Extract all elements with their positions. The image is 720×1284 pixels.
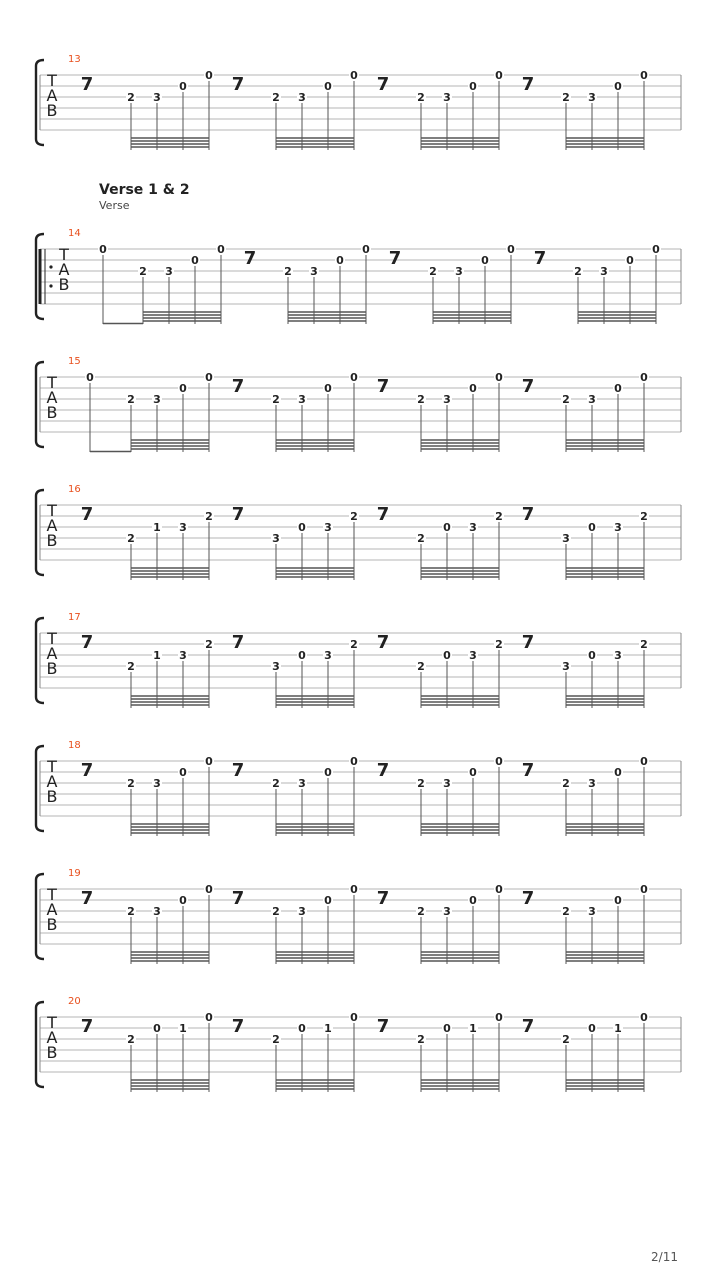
eighth-rest: 7 <box>521 504 535 525</box>
fret-number: 1 <box>324 1022 332 1035</box>
fret-number: 0 <box>481 254 489 267</box>
tab-clef-letter: T <box>59 245 69 264</box>
eighth-rest: 7 <box>376 376 390 397</box>
fret-number: 2 <box>417 1033 425 1046</box>
fret-number: 3 <box>153 777 161 790</box>
eighth-rest: 7 <box>521 888 535 909</box>
fret-number: 2 <box>350 510 358 523</box>
fret-number: 1 <box>469 1022 477 1035</box>
fret-number: 2 <box>417 393 425 406</box>
eighth-rest: 7 <box>231 376 245 397</box>
fret-number: 3 <box>153 905 161 918</box>
bar-number: 15 <box>68 356 81 367</box>
eighth-rest: 7 <box>376 632 390 653</box>
eighth-rest: 7 <box>388 248 402 269</box>
tab-clef-letter: A <box>46 1028 58 1047</box>
fret-number: 0 <box>640 883 648 896</box>
fret-number: 0 <box>205 1011 213 1024</box>
fret-number: 0 <box>298 521 306 534</box>
fret-number: 0 <box>205 371 213 384</box>
fret-number: 1 <box>614 1022 622 1035</box>
fret-number: 2 <box>205 638 213 651</box>
fret-number: 0 <box>495 883 503 896</box>
fret-number: 0 <box>298 649 306 662</box>
fret-number: 3 <box>272 532 280 545</box>
fret-number: 0 <box>217 243 225 256</box>
fret-number: 2 <box>127 532 135 545</box>
section-subtitle: Verse <box>99 199 130 212</box>
tab-clef-letter: A <box>58 260 70 279</box>
tab-clef-letter: B <box>46 101 58 120</box>
fret-number: 3 <box>179 649 187 662</box>
eighth-rest: 7 <box>376 504 390 525</box>
fret-number: 0 <box>614 766 622 779</box>
fret-number: 0 <box>495 755 503 768</box>
fret-number: 3 <box>562 660 570 673</box>
eighth-rest: 7 <box>376 1016 390 1037</box>
fret-number: 3 <box>272 660 280 673</box>
fret-number: 3 <box>153 91 161 104</box>
eighth-rest: 7 <box>231 504 245 525</box>
eighth-rest: 7 <box>376 888 390 909</box>
eighth-rest: 7 <box>521 760 535 781</box>
fret-number: 2 <box>640 510 648 523</box>
fret-number: 0 <box>614 894 622 907</box>
fret-number: 0 <box>469 80 477 93</box>
tab-clef-letter: T <box>47 501 57 520</box>
eighth-rest: 7 <box>376 760 390 781</box>
fret-number: 0 <box>191 254 199 267</box>
tab-clef-letter: T <box>47 71 57 90</box>
fret-number: 0 <box>179 766 187 779</box>
fret-number: 3 <box>588 393 596 406</box>
fret-number: 2 <box>417 777 425 790</box>
fret-number: 0 <box>588 1022 596 1035</box>
eighth-rest: 7 <box>80 760 94 781</box>
repeat-dot <box>49 265 52 268</box>
fret-number: 2 <box>562 1033 570 1046</box>
fret-number: 0 <box>350 755 358 768</box>
fret-number: 2 <box>272 393 280 406</box>
tab-clef-letter: B <box>46 1043 58 1062</box>
fret-number: 3 <box>614 521 622 534</box>
fret-number: 0 <box>640 755 648 768</box>
fret-number: 3 <box>298 777 306 790</box>
fret-number: 0 <box>626 254 634 267</box>
fret-number: 0 <box>443 521 451 534</box>
fret-number: 0 <box>86 371 94 384</box>
bar-number: 18 <box>68 740 81 751</box>
fret-number: 3 <box>614 649 622 662</box>
fret-number: 0 <box>350 371 358 384</box>
fret-number: 2 <box>574 265 582 278</box>
eighth-rest: 7 <box>231 760 245 781</box>
eighth-rest: 7 <box>231 1016 245 1037</box>
fret-number: 3 <box>324 649 332 662</box>
eighth-rest: 7 <box>533 248 547 269</box>
fret-number: 2 <box>562 905 570 918</box>
fret-number: 0 <box>179 382 187 395</box>
fret-number: 3 <box>588 91 596 104</box>
eighth-rest: 7 <box>521 1016 535 1037</box>
bar-number: 17 <box>68 612 81 623</box>
eighth-rest: 7 <box>80 504 94 525</box>
tab-clef-letter: A <box>46 86 58 105</box>
fret-number: 2 <box>562 91 570 104</box>
fret-number: 0 <box>179 80 187 93</box>
bar-number: 16 <box>68 484 81 495</box>
fret-number: 0 <box>443 649 451 662</box>
eighth-rest: 7 <box>376 74 390 95</box>
fret-number: 3 <box>469 521 477 534</box>
fret-number: 3 <box>600 265 608 278</box>
fret-number: 0 <box>588 649 596 662</box>
fret-number: 0 <box>153 1022 161 1035</box>
tab-clef-letter: A <box>46 644 58 663</box>
eighth-rest: 7 <box>521 74 535 95</box>
tab-clef-letter: A <box>46 388 58 407</box>
bar-number: 20 <box>68 996 81 1007</box>
fret-number: 0 <box>350 1011 358 1024</box>
fret-number: 3 <box>469 649 477 662</box>
eighth-rest: 7 <box>231 888 245 909</box>
fret-number: 2 <box>417 905 425 918</box>
fret-number: 0 <box>179 894 187 907</box>
fret-number: 0 <box>350 69 358 82</box>
tab-clef-letter: T <box>47 629 57 648</box>
fret-number: 0 <box>469 766 477 779</box>
fret-number: 0 <box>443 1022 451 1035</box>
fret-number: 2 <box>272 91 280 104</box>
eighth-rest: 7 <box>521 376 535 397</box>
tab-clef-letter: T <box>47 885 57 904</box>
fret-number: 0 <box>640 1011 648 1024</box>
fret-number: 2 <box>127 91 135 104</box>
fret-number: 0 <box>507 243 515 256</box>
repeat-dot <box>49 284 52 287</box>
page-number: 2/11 <box>651 1250 678 1264</box>
fret-number: 3 <box>298 905 306 918</box>
fret-number: 2 <box>495 510 503 523</box>
fret-number: 0 <box>324 382 332 395</box>
fret-number: 2 <box>205 510 213 523</box>
eighth-rest: 7 <box>231 632 245 653</box>
fret-number: 3 <box>443 777 451 790</box>
fret-number: 3 <box>562 532 570 545</box>
fret-number: 2 <box>284 265 292 278</box>
fret-number: 0 <box>495 1011 503 1024</box>
eighth-rest: 7 <box>231 74 245 95</box>
fret-number: 2 <box>417 532 425 545</box>
fret-number: 0 <box>495 371 503 384</box>
fret-number: 0 <box>205 883 213 896</box>
fret-number: 0 <box>495 69 503 82</box>
fret-number: 0 <box>469 894 477 907</box>
fret-number: 2 <box>127 660 135 673</box>
fret-number: 1 <box>153 649 161 662</box>
fret-number: 3 <box>588 777 596 790</box>
tab-clef-letter: B <box>46 531 58 550</box>
fret-number: 3 <box>324 521 332 534</box>
fret-number: 0 <box>324 766 332 779</box>
eighth-rest: 7 <box>80 888 94 909</box>
eighth-rest: 7 <box>80 632 94 653</box>
tab-clef-letter: B <box>46 787 58 806</box>
eighth-rest: 7 <box>80 1016 94 1037</box>
fret-number: 2 <box>562 777 570 790</box>
fret-number: 0 <box>99 243 107 256</box>
fret-number: 2 <box>562 393 570 406</box>
bar-number: 13 <box>68 54 81 65</box>
fret-number: 2 <box>139 265 147 278</box>
fret-number: 1 <box>153 521 161 534</box>
fret-number: 3 <box>455 265 463 278</box>
fret-number: 0 <box>205 755 213 768</box>
tab-clef-letter: B <box>46 915 58 934</box>
eighth-rest: 7 <box>243 248 257 269</box>
tab-clef-letter: B <box>58 275 70 294</box>
fret-number: 0 <box>350 883 358 896</box>
fret-number: 0 <box>324 80 332 93</box>
fret-number: 0 <box>205 69 213 82</box>
fret-number: 2 <box>640 638 648 651</box>
eighth-rest: 7 <box>80 74 94 95</box>
fret-number: 2 <box>495 638 503 651</box>
fret-number: 3 <box>443 905 451 918</box>
fret-number: 3 <box>298 91 306 104</box>
fret-number: 3 <box>588 905 596 918</box>
fret-number: 2 <box>429 265 437 278</box>
fret-number: 3 <box>298 393 306 406</box>
fret-number: 2 <box>272 1033 280 1046</box>
fret-number: 2 <box>350 638 358 651</box>
fret-number: 2 <box>127 905 135 918</box>
fret-number: 2 <box>127 777 135 790</box>
fret-number: 3 <box>153 393 161 406</box>
fret-number: 2 <box>417 660 425 673</box>
fret-number: 0 <box>362 243 370 256</box>
eighth-rest: 7 <box>521 632 535 653</box>
fret-number: 0 <box>614 80 622 93</box>
fret-number: 0 <box>640 371 648 384</box>
tab-clef-letter: B <box>46 403 58 422</box>
fret-number: 3 <box>310 265 318 278</box>
fret-number: 0 <box>298 1022 306 1035</box>
fret-number: 0 <box>652 243 660 256</box>
fret-number: 0 <box>614 382 622 395</box>
fret-number: 0 <box>336 254 344 267</box>
tab-clef-letter: T <box>47 373 57 392</box>
fret-number: 0 <box>640 69 648 82</box>
fret-number: 2 <box>272 777 280 790</box>
fret-number: 3 <box>165 265 173 278</box>
fret-number: 3 <box>179 521 187 534</box>
bar-number: 19 <box>68 868 81 879</box>
fret-number: 1 <box>179 1022 187 1035</box>
fret-number: 0 <box>469 382 477 395</box>
section-title: Verse 1 & 2 <box>99 182 190 198</box>
fret-number: 2 <box>127 1033 135 1046</box>
tab-clef-letter: A <box>46 772 58 791</box>
bar-number: 14 <box>68 228 81 239</box>
fret-number: 2 <box>417 91 425 104</box>
fret-number: 2 <box>127 393 135 406</box>
tab-clef-letter: T <box>47 757 57 776</box>
tab-clef-letter: B <box>46 659 58 678</box>
fret-number: 0 <box>324 894 332 907</box>
tab-clef-letter: T <box>47 1013 57 1032</box>
tab-clef-letter: A <box>46 516 58 535</box>
tab-clef-letter: A <box>46 900 58 919</box>
fret-number: 3 <box>443 91 451 104</box>
fret-number: 2 <box>272 905 280 918</box>
fret-number: 3 <box>443 393 451 406</box>
fret-number: 0 <box>588 521 596 534</box>
